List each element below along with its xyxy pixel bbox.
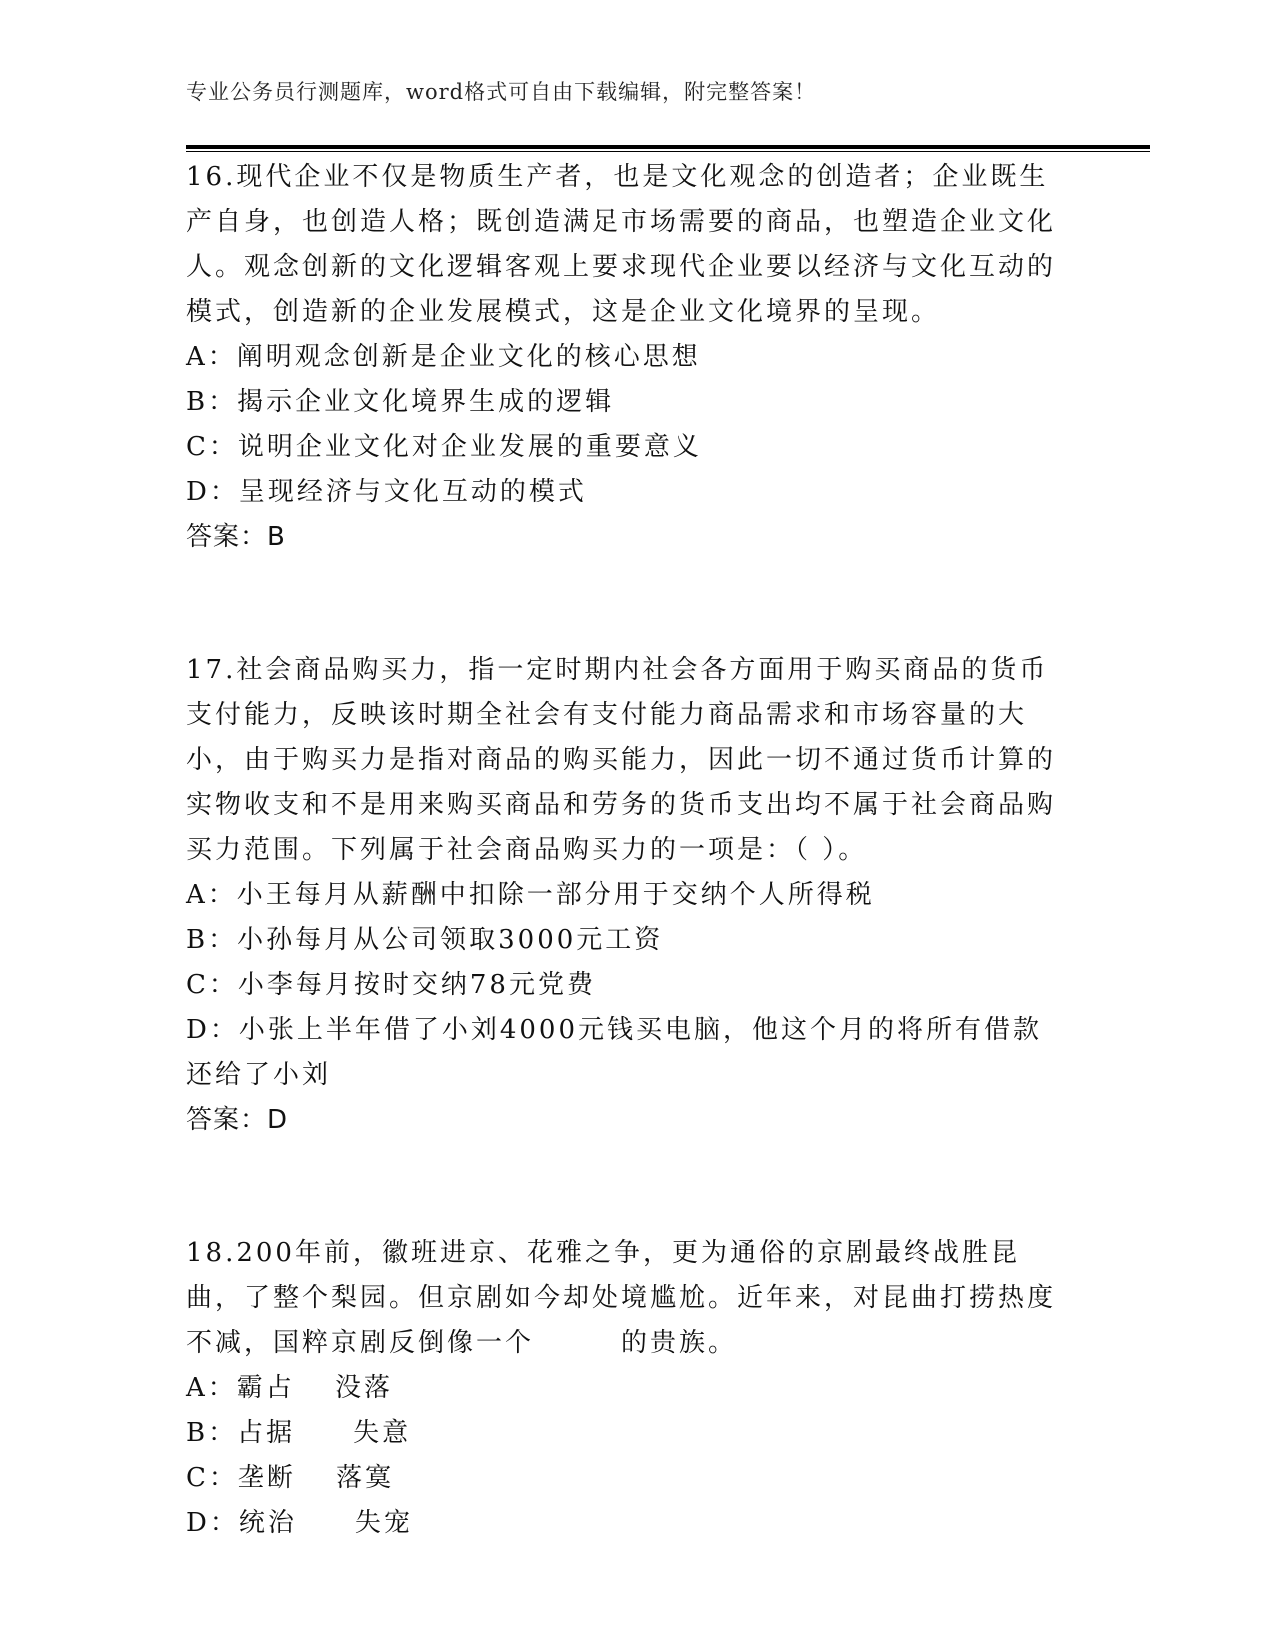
option-a: A：霸占 没落: [186, 1373, 394, 1403]
option-b: B：揭示企业文化境界生成的逻辑: [186, 387, 615, 417]
header-rule-thin: [186, 151, 1150, 152]
page-header: 专业公务员行测题库，word格式可自由下载编辑，附完整答案！: [186, 80, 817, 104]
answer-line: 答案：B: [186, 522, 286, 552]
option-a: A：小王每月从薪酬中扣除一部分用于交纳个人所得税: [186, 880, 875, 910]
question-17: [186, 648, 1066, 1142]
answer-line: 答案：D: [186, 1105, 289, 1135]
option-b: B：占据 失意: [186, 1418, 412, 1448]
option-c: C：说明企业文化对企业发展的重要意义: [186, 432, 702, 462]
option-d: D：呈现经济与文化互动的模式: [186, 477, 587, 507]
spacer: [186, 1142, 1066, 1231]
question-16: [186, 155, 1066, 559]
question-list: [186, 155, 1066, 1546]
option-b: B：小孙每月从公司领取3000元工资: [186, 925, 664, 955]
spacer: [186, 559, 1066, 648]
header-rule-thick: [186, 145, 1150, 149]
option-d: D：统治 失宠: [186, 1508, 413, 1538]
option-a: A：阐明观念创新是企业文化的核心思想: [186, 342, 701, 372]
question-stem: 16.现代企业不仅是物质生产者，也是文化观念的创造者；企业既生产自身，也创造人格；既创造满足市场需要的商品，也塑造企业文化人。观念创新的文化逻辑客观上要求现代企业要以经济与文化互动的模式，创造新的企业发展模式，这是企业文化境界的呈现。: [186, 162, 1057, 327]
option-c: C：垄断 落寞: [186, 1463, 395, 1493]
option-c: C：小李每月按时交纳78元党费: [186, 970, 596, 1000]
question-stem: 17.社会商品购买力，指一定时期内社会各方面用于购买商品的货币支付能力，反映该时期全社会有支付能力商品需求和市场容量的大小，由于购买力是指对商品的购买能力，因此一切不通过货币计算的实物收支和不是用来购买商品和劳务的货币支出均不属于社会商品购买力范围。下列属于社会商品购买力的一项是：（ ）。: [186, 655, 1057, 865]
option-d: D：小张上半年借了小刘4000元钱买电脑，他这个月的将所有借款还给了小刘: [186, 1015, 1043, 1090]
question-stem: 18.200年前，徽班进京、花雅之争，更为通俗的京剧最终战胜昆曲，了整个梨园。但京剧如今却处境尴尬。近年来，对昆曲打捞热度不减，国粹京剧反倒像一个 的贵族。: [186, 1238, 1057, 1358]
question-18: [186, 1231, 1066, 1546]
